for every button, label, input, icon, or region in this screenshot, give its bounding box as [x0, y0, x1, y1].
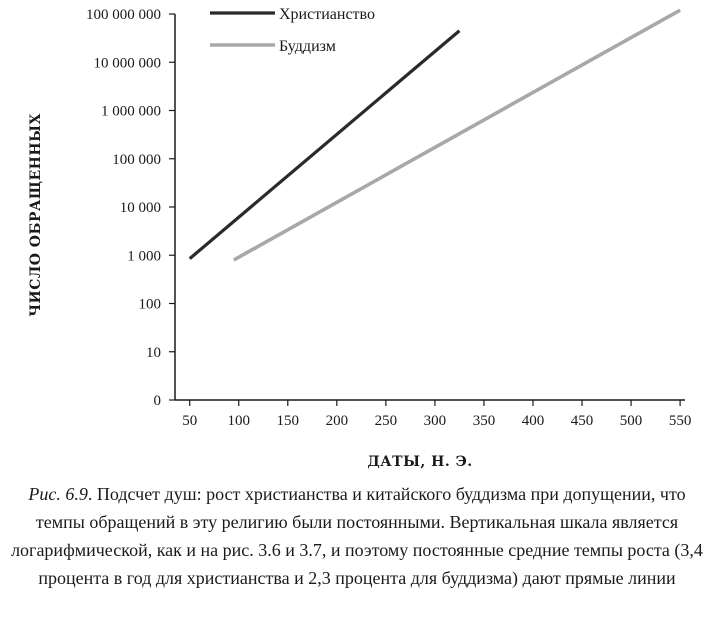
y-tick-label: 10 000 000 — [93, 55, 161, 72]
x-tick-label: 150 — [276, 413, 300, 429]
x-tick-label: 50 — [182, 413, 198, 429]
x-ticks — [182, 400, 691, 429]
legend-label: Буддизм — [279, 38, 336, 55]
y-tick-label: 100 000 — [112, 151, 161, 168]
series-lines — [190, 10, 680, 260]
x-tick-label: 500 — [619, 413, 643, 429]
y-tick-label: 0 — [153, 393, 161, 409]
y-ticks — [86, 7, 175, 409]
legend — [210, 6, 375, 55]
y-tick-label: 1 000 000 — [101, 103, 161, 120]
x-tick-label: 100 — [227, 413, 250, 429]
y-tick-label: 10 000 — [119, 200, 161, 216]
x-tick-label: 450 — [570, 413, 594, 429]
x-tick-label: 550 — [668, 413, 692, 429]
y-tick-label: 10 — [146, 344, 161, 361]
x-tick-label: 300 — [423, 413, 447, 429]
x-tick-label: 200 — [325, 413, 349, 429]
y-tick-label: 100 — [138, 296, 161, 313]
y-tick-label: 100 000 000 — [86, 7, 161, 23]
x-tick-label: 250 — [374, 413, 398, 429]
caption-text: . Подсчет душ: рост христианства и китайского буддизма при допущении, что темпы обращений в эту религию были постоянными. Вертикальная шкала является логарифмической, как и на рис. 3.6 и 3.7, и поэтому постоянные средние темпы роста (3,4 процента в год для христианства и 2,3 процента для буддизма) дают прямые линии — [11, 484, 703, 588]
y-tick-label: 1 000 — [127, 248, 161, 265]
x-tick-label: 350 — [472, 413, 496, 429]
x-tick-label: 400 — [521, 413, 545, 429]
legend-label: Христианство — [279, 6, 375, 23]
figure-label: Рис. 6.9 — [28, 484, 88, 504]
series-line-christianity — [190, 31, 460, 259]
y-axis-title: ЧИСЛО ОБРАЩЕННЫХ — [28, 113, 44, 317]
figure-caption — [6, 480, 708, 592]
x-axis-title: ДАТЫ, Н. Э. — [367, 454, 473, 470]
